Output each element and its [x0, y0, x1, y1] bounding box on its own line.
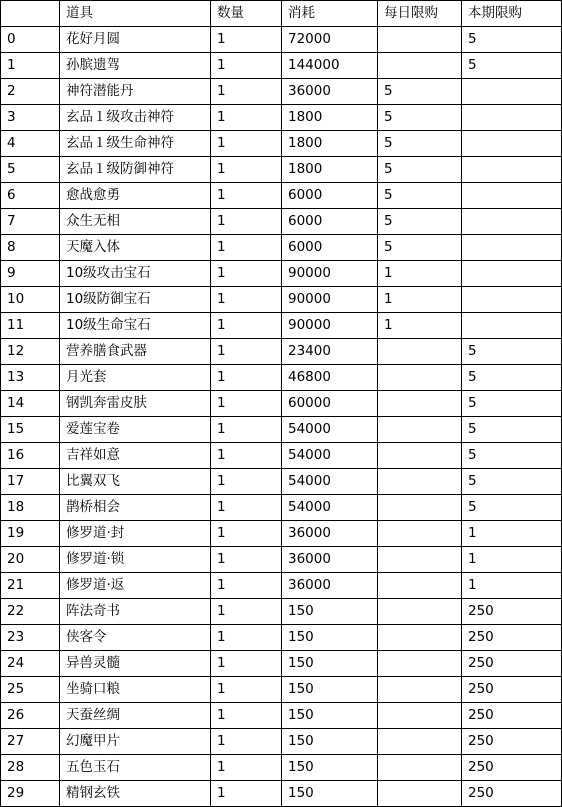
period-limit-cell: 5	[462, 27, 562, 53]
item-name-cell: 天魔入体	[60, 235, 211, 261]
daily-limit-cell	[378, 729, 462, 755]
table-row	[1, 365, 562, 391]
table-row	[1, 209, 562, 235]
table-row	[1, 27, 562, 53]
item-name-cell: 修罗道·锁	[60, 547, 211, 573]
table-row	[1, 443, 562, 469]
item-name-cell: 修罗道·封	[60, 521, 211, 547]
item-name-cell: 众生无相	[60, 209, 211, 235]
quantity-cell: 1	[211, 287, 282, 313]
cost-cell: 54000	[282, 417, 378, 443]
table-row	[1, 261, 562, 287]
item-name-cell: 天蚕丝绸	[60, 703, 211, 729]
item-name-cell: 10级生命宝石	[60, 313, 211, 339]
quantity-cell: 1	[211, 105, 282, 131]
daily-limit-cell: 5	[378, 105, 462, 131]
period-limit-cell: 5	[462, 339, 562, 365]
quantity-cell: 1	[211, 651, 282, 677]
daily-limit-cell	[378, 625, 462, 651]
period-limit-cell: 5	[462, 365, 562, 391]
row-index-cell: 7	[1, 209, 60, 235]
table-row	[1, 521, 562, 547]
header-cost: 消耗	[282, 1, 378, 27]
quantity-cell: 1	[211, 79, 282, 105]
table-row	[1, 313, 562, 339]
row-index-cell: 0	[1, 27, 60, 53]
cost-cell: 60000	[282, 391, 378, 417]
item-name-cell: 孙膑遗驾	[60, 53, 211, 79]
item-name-cell: 鹊桥相会	[60, 495, 211, 521]
period-limit-cell	[462, 209, 562, 235]
period-limit-cell	[462, 79, 562, 105]
period-limit-cell: 250	[462, 599, 562, 625]
item-name-cell: 愈战愈勇	[60, 183, 211, 209]
period-limit-cell: 250	[462, 703, 562, 729]
cost-cell: 150	[282, 625, 378, 651]
quantity-cell: 1	[211, 781, 282, 807]
daily-limit-cell: 1	[378, 261, 462, 287]
table-row	[1, 339, 562, 365]
daily-limit-cell	[378, 27, 462, 53]
row-index-cell: 18	[1, 495, 60, 521]
item-name-cell: 修罗道·返	[60, 573, 211, 599]
period-limit-cell: 5	[462, 417, 562, 443]
daily-limit-cell: 5	[378, 157, 462, 183]
cost-cell: 46800	[282, 365, 378, 391]
table-row	[1, 131, 562, 157]
cost-cell: 6000	[282, 209, 378, 235]
cost-cell: 23400	[282, 339, 378, 365]
item-name-cell: 10级防御宝石	[60, 287, 211, 313]
row-index-cell: 29	[1, 781, 60, 807]
period-limit-cell: 1	[462, 573, 562, 599]
quantity-cell: 1	[211, 365, 282, 391]
cost-cell: 1800	[282, 105, 378, 131]
cost-cell: 90000	[282, 261, 378, 287]
daily-limit-cell	[378, 469, 462, 495]
quantity-cell: 1	[211, 677, 282, 703]
cost-cell: 150	[282, 781, 378, 807]
period-limit-cell: 250	[462, 677, 562, 703]
table-row	[1, 755, 562, 781]
daily-limit-cell	[378, 365, 462, 391]
row-index-cell: 16	[1, 443, 60, 469]
period-limit-cell	[462, 313, 562, 339]
header-quantity: 数量	[211, 1, 282, 27]
table-row	[1, 105, 562, 131]
quantity-cell: 1	[211, 443, 282, 469]
row-index-cell: 13	[1, 365, 60, 391]
header-item: 道具	[60, 1, 211, 27]
cost-cell: 36000	[282, 573, 378, 599]
item-name-cell: 10级攻击宝石	[60, 261, 211, 287]
quantity-cell: 1	[211, 313, 282, 339]
cost-cell: 150	[282, 677, 378, 703]
quantity-cell: 1	[211, 261, 282, 287]
daily-limit-cell	[378, 703, 462, 729]
table-row	[1, 677, 562, 703]
cost-cell: 1800	[282, 157, 378, 183]
row-index-cell: 11	[1, 313, 60, 339]
daily-limit-cell: 1	[378, 313, 462, 339]
quantity-cell: 1	[211, 703, 282, 729]
quantity-cell: 1	[211, 547, 282, 573]
table-row	[1, 391, 562, 417]
quantity-cell: 1	[211, 209, 282, 235]
period-limit-cell	[462, 261, 562, 287]
row-index-cell: 3	[1, 105, 60, 131]
cost-cell: 144000	[282, 53, 378, 79]
item-name-cell: 营养膳食武器	[60, 339, 211, 365]
daily-limit-cell: 5	[378, 183, 462, 209]
cost-cell: 1800	[282, 131, 378, 157]
cost-cell: 150	[282, 703, 378, 729]
cost-cell: 36000	[282, 547, 378, 573]
cost-cell: 150	[282, 651, 378, 677]
item-name-cell: 吉祥如意	[60, 443, 211, 469]
row-index-cell: 5	[1, 157, 60, 183]
daily-limit-cell: 5	[378, 235, 462, 261]
quantity-cell: 1	[211, 469, 282, 495]
table-row	[1, 469, 562, 495]
row-index-cell: 2	[1, 79, 60, 105]
table-row	[1, 235, 562, 261]
row-index-cell: 4	[1, 131, 60, 157]
header-index	[1, 1, 60, 27]
item-name-cell: 坐骑口粮	[60, 677, 211, 703]
daily-limit-cell	[378, 53, 462, 79]
table-row	[1, 599, 562, 625]
period-limit-cell: 5	[462, 495, 562, 521]
period-limit-cell: 5	[462, 391, 562, 417]
quantity-cell: 1	[211, 729, 282, 755]
row-index-cell: 25	[1, 677, 60, 703]
period-limit-cell	[462, 131, 562, 157]
row-index-cell: 1	[1, 53, 60, 79]
daily-limit-cell	[378, 755, 462, 781]
daily-limit-cell	[378, 521, 462, 547]
table-row	[1, 547, 562, 573]
daily-limit-cell	[378, 417, 462, 443]
period-limit-cell	[462, 235, 562, 261]
daily-limit-cell	[378, 391, 462, 417]
daily-limit-cell	[378, 495, 462, 521]
row-index-cell: 21	[1, 573, 60, 599]
daily-limit-cell: 5	[378, 131, 462, 157]
item-name-cell: 钢凯奔雷皮肤	[60, 391, 211, 417]
table-row	[1, 573, 562, 599]
item-name-cell: 神符潜能丹	[60, 79, 211, 105]
period-limit-cell	[462, 105, 562, 131]
daily-limit-cell	[378, 651, 462, 677]
daily-limit-cell	[378, 599, 462, 625]
table-body	[1, 27, 562, 807]
item-name-cell: 精钢玄铁	[60, 781, 211, 807]
period-limit-cell: 1	[462, 547, 562, 573]
quantity-cell: 1	[211, 27, 282, 53]
item-name-cell: 五色玉石	[60, 755, 211, 781]
daily-limit-cell	[378, 339, 462, 365]
table-row	[1, 495, 562, 521]
period-limit-cell	[462, 157, 562, 183]
quantity-cell: 1	[211, 391, 282, 417]
cost-cell: 90000	[282, 287, 378, 313]
period-limit-cell: 250	[462, 729, 562, 755]
header-period-limit: 本期限购	[462, 1, 562, 27]
table-row	[1, 781, 562, 807]
table-row	[1, 157, 562, 183]
row-index-cell: 6	[1, 183, 60, 209]
row-index-cell: 10	[1, 287, 60, 313]
period-limit-cell	[462, 183, 562, 209]
quantity-cell: 1	[211, 339, 282, 365]
cost-cell: 6000	[282, 183, 378, 209]
item-name-cell: 花好月圆	[60, 27, 211, 53]
period-limit-cell: 250	[462, 651, 562, 677]
quantity-cell: 1	[211, 573, 282, 599]
quantity-cell: 1	[211, 755, 282, 781]
row-index-cell: 22	[1, 599, 60, 625]
row-index-cell: 19	[1, 521, 60, 547]
period-limit-cell: 5	[462, 443, 562, 469]
table-row	[1, 625, 562, 651]
item-name-cell: 异兽灵髓	[60, 651, 211, 677]
period-limit-cell: 250	[462, 625, 562, 651]
row-index-cell: 15	[1, 417, 60, 443]
daily-limit-cell: 5	[378, 209, 462, 235]
row-index-cell: 20	[1, 547, 60, 573]
daily-limit-cell	[378, 547, 462, 573]
row-index-cell: 9	[1, 261, 60, 287]
row-index-cell: 8	[1, 235, 60, 261]
period-limit-cell: 250	[462, 755, 562, 781]
table-row	[1, 53, 562, 79]
quantity-cell: 1	[211, 625, 282, 651]
cost-cell: 36000	[282, 79, 378, 105]
daily-limit-cell: 1	[378, 287, 462, 313]
quantity-cell: 1	[211, 417, 282, 443]
table-header-row	[1, 1, 562, 27]
table-row	[1, 287, 562, 313]
row-index-cell: 28	[1, 755, 60, 781]
quantity-cell: 1	[211, 495, 282, 521]
cost-cell: 36000	[282, 521, 378, 547]
daily-limit-cell	[378, 443, 462, 469]
quantity-cell: 1	[211, 521, 282, 547]
table-row	[1, 703, 562, 729]
table-row	[1, 79, 562, 105]
row-index-cell: 26	[1, 703, 60, 729]
table-row	[1, 183, 562, 209]
period-limit-cell: 5	[462, 53, 562, 79]
item-name-cell: 玄品１级生命神符	[60, 131, 211, 157]
row-index-cell: 17	[1, 469, 60, 495]
quantity-cell: 1	[211, 53, 282, 79]
daily-limit-cell	[378, 781, 462, 807]
quantity-cell: 1	[211, 235, 282, 261]
cost-cell: 54000	[282, 443, 378, 469]
item-name-cell: 爱莲宝卷	[60, 417, 211, 443]
cost-cell: 150	[282, 729, 378, 755]
table-row	[1, 651, 562, 677]
quantity-cell: 1	[211, 157, 282, 183]
daily-limit-cell	[378, 677, 462, 703]
daily-limit-cell	[378, 573, 462, 599]
quantity-cell: 1	[211, 131, 282, 157]
cost-cell: 90000	[282, 313, 378, 339]
row-index-cell: 14	[1, 391, 60, 417]
item-name-cell: 阵法奇书	[60, 599, 211, 625]
header-daily-limit: 每日限购	[378, 1, 462, 27]
row-index-cell: 12	[1, 339, 60, 365]
period-limit-cell: 250	[462, 781, 562, 807]
cost-cell: 72000	[282, 27, 378, 53]
row-index-cell: 24	[1, 651, 60, 677]
daily-limit-cell: 5	[378, 79, 462, 105]
period-limit-cell: 5	[462, 469, 562, 495]
cost-cell: 6000	[282, 235, 378, 261]
cost-cell: 54000	[282, 469, 378, 495]
item-name-cell: 玄品１级攻击神符	[60, 105, 211, 131]
item-name-cell: 侠客令	[60, 625, 211, 651]
item-name-cell: 幻魔甲片	[60, 729, 211, 755]
quantity-cell: 1	[211, 599, 282, 625]
cost-cell: 150	[282, 755, 378, 781]
cost-cell: 150	[282, 599, 378, 625]
table-row	[1, 417, 562, 443]
period-limit-cell	[462, 287, 562, 313]
period-limit-cell: 1	[462, 521, 562, 547]
table-row	[1, 729, 562, 755]
row-index-cell: 27	[1, 729, 60, 755]
row-index-cell: 23	[1, 625, 60, 651]
item-name-cell: 玄品１级防御神符	[60, 157, 211, 183]
quantity-cell: 1	[211, 183, 282, 209]
item-name-cell: 比翼双飞	[60, 469, 211, 495]
item-name-cell: 月光套	[60, 365, 211, 391]
cost-cell: 54000	[282, 495, 378, 521]
